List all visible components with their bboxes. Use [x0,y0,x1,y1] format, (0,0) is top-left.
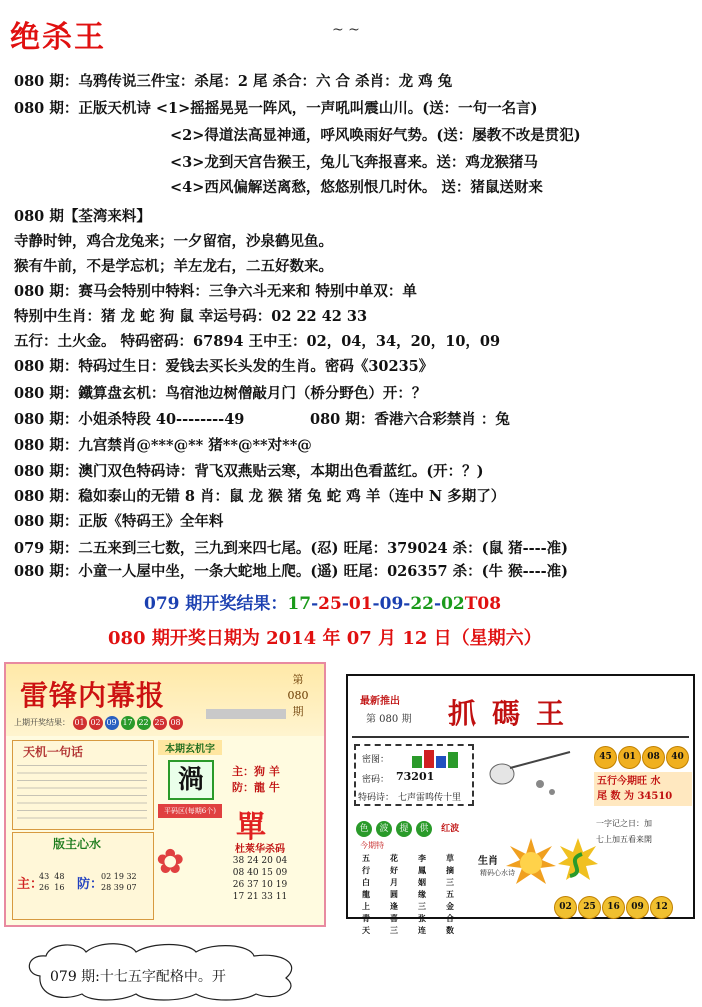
last-result-row: 上期开奖结果： 01 02 09 17 22 25 08 [14,716,185,730]
banzhu-box [12,832,154,920]
note: 一字记之日：加 七上加五看来開 [596,819,652,844]
hot-balls: 45 01 08 40 [594,744,690,769]
zhu-label: 主： [17,877,44,892]
result-number-1: 17 [287,594,312,614]
result-number-3: 01 [348,594,373,614]
line-3: <2>得道法高显神通，呼风唤雨好气势。(送：屡教不改是贯犯) [170,127,581,144]
zhu-numbers: 43 48 26 16 [39,872,65,892]
poem-value: 七声雷鸣传十里 [398,793,462,803]
poster-issue: 第 080 期 [366,714,412,725]
ping-label: 平码区(每期6个) [158,804,222,818]
tianji-title: 天机一句话 [23,745,84,759]
callout-text: 079 期:十七五字配格中。开 [50,969,226,985]
line-2: 080 期：正版天机诗 <1>摇摇晃晃一阵风，一声吼叫震山川。(送：一句一名言) [14,100,538,117]
wuxing-box: 五行今期旺 水 尾 数 为 34510 [594,772,692,806]
line-16: 080 期：澳门双色特码诗：背飞双燕贴云寒，本期出色看蓝红。(开：？) [14,463,484,480]
line-9: 080 期：赛马会特别中特料：三争六斗无来和 特别中单双：单 [14,283,417,300]
line-14: 080 期：小姐杀特段 40--------49 [14,411,245,428]
sebo-row: 色 波 提 供 红波 [356,816,459,837]
poster-title: 雷锋内幕报 [20,679,166,712]
fang-label: 防： [77,877,104,892]
line-19: 079 期：二五来到三七数，三九到来四七尾。(忍) 旺尾：379024 杀：(鼠 猪----准) [14,540,569,557]
line-6: 080 期【荃湾来料】 [14,208,151,225]
poem-col-2: 花好月圆逢喜三 [390,853,398,935]
tianji-lines [17,761,147,821]
fang-numbers: 02 19 32 28 39 07 [101,872,137,892]
line-15: 080 期：九宫禁肖@***@** 猪**@**对**@ [14,437,312,454]
poster-leifeng [4,662,326,927]
page-title: 绝杀王 [10,20,106,55]
line-13: 080 期：鐵算盘玄机：鸟宿池边树僧敲月门（桥分野色）开：？ [14,385,427,402]
poem-col-1: 五行白龍上青天 [362,853,370,935]
result-special: T08 [464,594,502,614]
xuanji-title: 本期玄机字 [158,740,222,755]
sun-icon [504,836,558,890]
shengxiao-label: 生肖 [478,856,498,867]
line-17: 080 期：稳如泰山的无错 8 肖：鼠 龙 猴 猪 兔 蛇 鸡 羊（连中 N 多期了） [14,488,506,505]
xuanji-char: 渦 [168,760,214,800]
kill-row: 08 40 15 09 [232,868,288,878]
ink-drawing-icon [480,744,578,804]
jinqi-label: 今期特 [360,841,384,850]
line-20: 080 期：小童一人屋中坐，一条大蛇地上爬。(遥) 旺尾：026357 杀：(牛 猴----准) [14,563,569,580]
kill-row: 17 21 33 11 [232,892,288,902]
poster-title: 抓碼王 [448,697,581,730]
next-draw-date: 080 期开奖日期为 2014 年 07 月 12 日（星期六） [108,628,542,649]
divider [352,736,689,738]
line-8: 猴有牛前，不是学忘机；羊左龙右，二五好数来。 [14,258,333,275]
zhu-fang-sx: 主：狗 羊 防：龍 牛 [232,765,280,794]
line-1: 080 期：乌鸦传说三件宝：杀尾：2 尾 杀合：六 合 杀肖：龙 鸡 兔 [14,73,453,90]
mima-value: 73201 [396,770,435,783]
bottom-balls: 02 25 16 09 12 [554,894,674,919]
line-5: <4>西风偏解送离愁，悠悠别恨几时休。 送：猪鼠送财来 [170,179,543,196]
line-14-extra: 080 期：香港六合彩禁肖 ：兔 [310,411,510,428]
line-12: 080 期：特码过生日：爱钱去买长头发的生肖。密码《30235》 [14,358,434,375]
poster-tag: 最新推出 [360,696,400,707]
line-10: 特别中生肖：猪 龙 蛇 狗 鼠 幸运号码：02 22 42 33 [14,308,368,325]
kill-row: 38 24 20 04 [232,856,288,866]
poster-zhuamawang [346,674,695,935]
banzhu-title: 版主心水 [53,837,102,851]
tianji-box [12,740,154,830]
result-number-5: 22 [410,594,435,614]
draw-result: 079 期开奖结果：17-25-01-09-22-02T08 [144,594,502,614]
line-7: 寺静时钟，鸡合龙兔来；一夕留宿，沙泉鹤见鱼。 [14,233,333,250]
result-number-2: 25 [318,594,342,614]
flower-icon: ✿ [156,842,185,882]
sub-label: 精码心水诗 [480,869,515,877]
poem-col-3: 李鳳姻缘三张连 [418,853,426,935]
poster-issue: 第 080 期 [287,673,309,718]
title-mark: ~ ~ [332,22,360,38]
kill-title: 杜萊华杀码 [235,844,285,855]
result-number-4: 09 [379,594,404,614]
poem-col-4: 草摘三五金合数 [446,853,454,935]
dan-char: 單 [236,810,266,845]
kill-row: 26 37 10 19 [232,880,288,890]
kill-box [202,840,318,920]
line-4: <3>龙到天宫告猴王，兔儿飞奔报喜来。送：鸡龙猴猪马 [170,154,538,171]
result-number-6: 02 [441,594,465,614]
line-18: 080 期：正版《特码王》全年料 [14,513,224,530]
line-11: 五行：土火金。 特码密码：67894 王中王：02，04，34，20，10，09 [14,333,501,350]
code-graphic-icon [412,750,460,770]
web-banner [206,709,286,719]
snake-sun-icon [558,836,598,890]
code-box: 密图： 密码： 73201 特码诗： 七声雷鸣传十里 [354,744,474,806]
